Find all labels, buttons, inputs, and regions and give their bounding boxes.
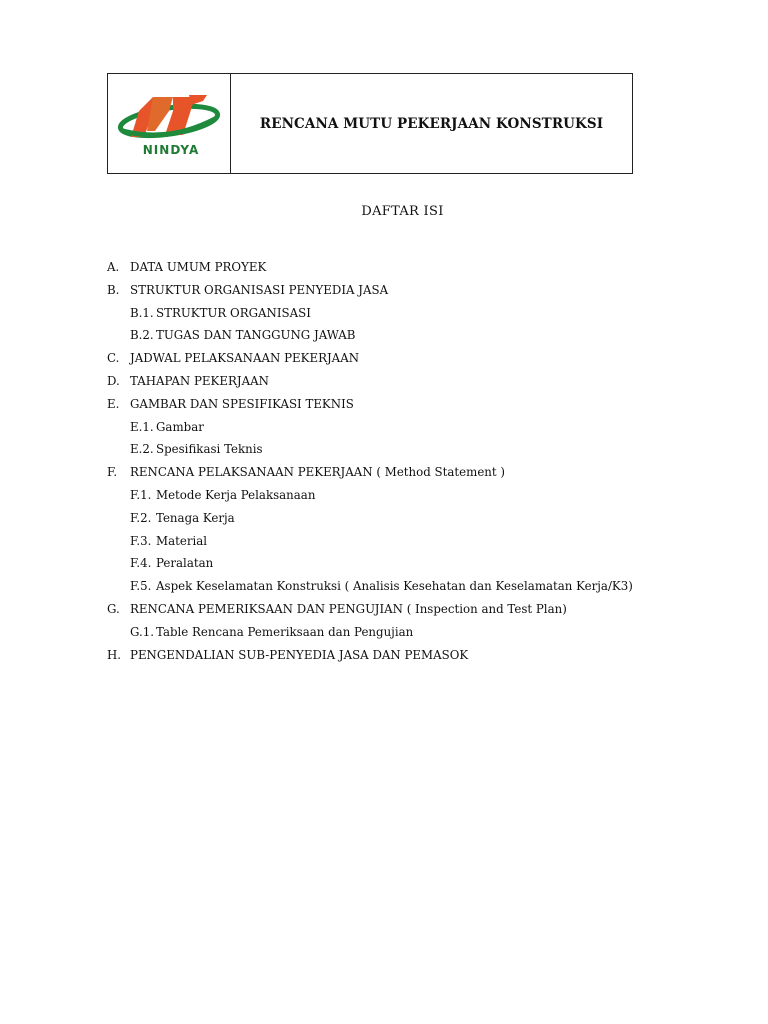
toc-entry-text: Gambar — [156, 419, 204, 434]
toc-entry-code: B.2. — [130, 328, 154, 343]
toc-entry — [107, 486, 667, 509]
toc-entry-text: Aspek Keselamatan Konstruksi ( Analisis Kesehatan dan Keselamatan Kerja/K3) — [156, 579, 633, 594]
toc-entry — [107, 372, 667, 395]
toc-entry-code: F.3. — [130, 533, 152, 548]
toc-entry — [107, 440, 667, 463]
toc-entry — [107, 349, 667, 372]
toc-entry-text: Metode Kerja Pelaksanaan — [156, 487, 316, 502]
toc-entry-text: JADWAL PELAKSANAAN PEKERJAAN — [130, 351, 360, 366]
toc-entry-text: DATA UMUM PROYEK — [130, 260, 267, 274]
toc-entry — [107, 418, 667, 441]
toc-entry — [107, 258, 667, 281]
toc-entry-code: D. — [107, 373, 120, 388]
nindya-logo — [117, 91, 221, 157]
toc-entry-code: A. — [107, 260, 120, 274]
toc-entry-text: Tenaga Kerja — [156, 510, 235, 525]
toc-entry — [107, 463, 667, 486]
toc-entry-text: Spesifikasi Teknis — [156, 442, 263, 457]
toc-entry — [107, 646, 667, 669]
toc-entry — [107, 554, 667, 577]
toc-entry-text: TAHAPAN PEKERJAAN — [130, 373, 269, 388]
table-of-contents — [107, 258, 667, 668]
toc-entry-code: C. — [107, 351, 120, 366]
toc-heading: DAFTAR ISI — [361, 204, 444, 219]
toc-entry-text: RENCANA PEMERIKSAAN DAN PENGUJIAN ( Inspection and Test Plan) — [130, 601, 567, 616]
toc-entry — [107, 532, 667, 555]
toc-entry — [107, 577, 667, 600]
toc-entry-text: GAMBAR DAN SPESIFIKASI TEKNIS — [130, 396, 354, 411]
toc-entry-code: B.1. — [130, 305, 154, 320]
document-title: RENCANA MUTU PEKERJAAN KONSTRUKSI — [259, 115, 604, 132]
toc-entry-code: G. — [107, 601, 120, 616]
toc-entry — [107, 509, 667, 532]
toc-entry-code: E. — [107, 396, 120, 411]
toc-entry-text: STRUKTUR ORGANISASI PENYEDIA JASA — [130, 282, 389, 297]
toc-entry-code: F.4. — [130, 556, 152, 571]
toc-entry-text: Peralatan — [156, 556, 214, 571]
toc-entry-code: G.1. — [130, 624, 155, 639]
toc-entry-code: F.5. — [130, 579, 152, 594]
toc-entry-code: F.1. — [130, 487, 152, 502]
toc-entry-code: E.2. — [130, 442, 154, 457]
toc-entry-code: E.1. — [130, 419, 154, 434]
toc-entry-text: Table Rencana Pemeriksaan dan Pengujian — [156, 624, 414, 639]
toc-entry — [107, 395, 667, 418]
toc-entry — [107, 623, 667, 646]
toc-entry-text: RENCANA PELAKSANAAN PEKERJAAN ( Method Statement ) — [130, 465, 505, 480]
toc-entry-text: STRUKTUR ORGANISASI — [156, 305, 311, 320]
toc-entry-code: F.2. — [130, 510, 152, 525]
toc-entry-text: PENGENDALIAN SUB-PENYEDIA JASA DAN PEMASOK — [130, 647, 469, 662]
document-header — [107, 73, 633, 174]
toc-entry — [107, 326, 667, 349]
toc-entry-code: F. — [107, 465, 118, 480]
toc-entry — [107, 600, 667, 623]
toc-entry — [107, 304, 667, 327]
toc-entry-code: B. — [107, 282, 120, 297]
company-logo-cell — [108, 74, 231, 173]
toc-entry-code: H. — [107, 647, 122, 662]
logo-wordmark: NINDYA — [142, 142, 200, 157]
toc-entry — [107, 281, 667, 304]
toc-entry-text: TUGAS DAN TANGGUNG JAWAB — [156, 328, 356, 343]
toc-entry-text: Material — [156, 533, 208, 548]
